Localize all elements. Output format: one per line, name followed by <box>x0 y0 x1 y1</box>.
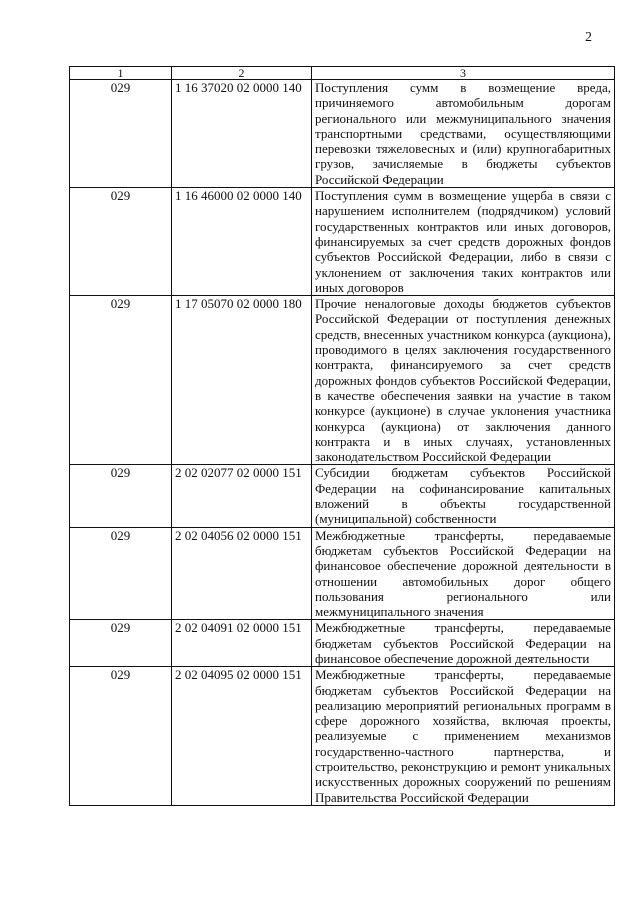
revenue-description-cell: Поступления сумм в возмещение вреда, причиняемого автомобильным дорогам регионального или межмуниципального значения транспортными средствами, осуществляющими перевозки тяжеловесных и (или) крупногабаритных грузов, зачисляемые в бюджеты субъектов Российской Федерации <box>312 80 615 188</box>
revenue-description-cell: Субсидии бюджетам субъектов Российской Федерации на софинансирование капитальных вложений в объекты государственной (муниципальной) собственности <box>312 465 615 527</box>
table-row <box>70 80 615 188</box>
revenue-description-cell: Поступления сумм в возмещение ущерба в связи с нарушением исполнителем (подрядчиком) условий государственных контрактов или иных договоров, финансируемых за счет средств дорожных фондов субъектов Российской Федерации, либо в связи с уклонением от заключения таких контрактов или иных договоров <box>312 188 615 296</box>
budget-classification-code-cell: 2 02 04091 02 0000 151 <box>172 620 312 667</box>
revenue-description-cell: Межбюджетные трансферты, передаваемые бюджетам субъектов Российской Федерации на реализацию мероприятий региональных программ в сфере дорожного хозяйства, включая проекты, реализуемые с применением механизмов государственно-частного партнерства, и строительство, реконструкцию и ремонт уникальных искусственных дорожных сооружений по решениям Правительства Российской Федерации <box>312 667 615 806</box>
revenue-description-cell: Прочие неналоговые доходы бюджетов субъектов Российской Федерации от поступления денежных средств, внесенных участником конкурса (аукциона), проводимого в целях заключения государственного контракта, финансируемого за счет средств дорожных фондов субъектов Российской Федерации, в качестве обеспечения заявки на участие в таком конкурсе (аукционе) в случае уклонения участника конкурса (аукциона) от заключения данного контракта и в иных случаях, установленных законодательством Российской Федерации <box>312 296 615 465</box>
table-row <box>70 188 615 296</box>
table-row <box>70 527 615 620</box>
budget-classification-code-cell: 2 02 04056 02 0000 151 <box>172 527 312 620</box>
budget-classification-code-cell: 1 16 37020 02 0000 140 <box>172 80 312 188</box>
table-row <box>70 465 615 527</box>
budget-classification-code-cell: 2 02 02077 02 0000 151 <box>172 465 312 527</box>
column-header-3: 3 <box>312 67 615 80</box>
table-header-row <box>70 67 615 80</box>
table-row <box>70 620 615 667</box>
administrator-code-cell: 029 <box>70 80 172 188</box>
table-row <box>70 296 615 465</box>
administrator-code-cell: 029 <box>70 465 172 527</box>
budget-classification-code-cell: 1 17 05070 02 0000 180 <box>172 296 312 465</box>
administrator-code-cell: 029 <box>70 296 172 465</box>
revenue-description-cell: Межбюджетные трансферты, передаваемые бюджетам субъектов Российской Федерации на финансовое обеспечение дорожной деятельности <box>312 620 615 667</box>
budget-classification-code-cell: 2 02 04095 02 0000 151 <box>172 667 312 806</box>
administrator-code-cell: 029 <box>70 667 172 806</box>
revenue-codes-table <box>69 66 615 806</box>
budget-classification-code-cell: 1 16 46000 02 0000 140 <box>172 188 312 296</box>
administrator-code-cell: 029 <box>70 620 172 667</box>
revenue-description-cell: Межбюджетные трансферты, передаваемые бюджетам субъектов Российской Федерации на финансовое обеспечение дорожной деятельности в отношении автомобильных дорог общего пользования регионального или межмуниципального значения <box>312 527 615 620</box>
column-header-2: 2 <box>172 67 312 80</box>
administrator-code-cell: 029 <box>70 188 172 296</box>
column-header-1: 1 <box>70 67 172 80</box>
administrator-code-cell: 029 <box>70 527 172 620</box>
page-number: 2 <box>585 30 592 45</box>
table-row <box>70 667 615 806</box>
